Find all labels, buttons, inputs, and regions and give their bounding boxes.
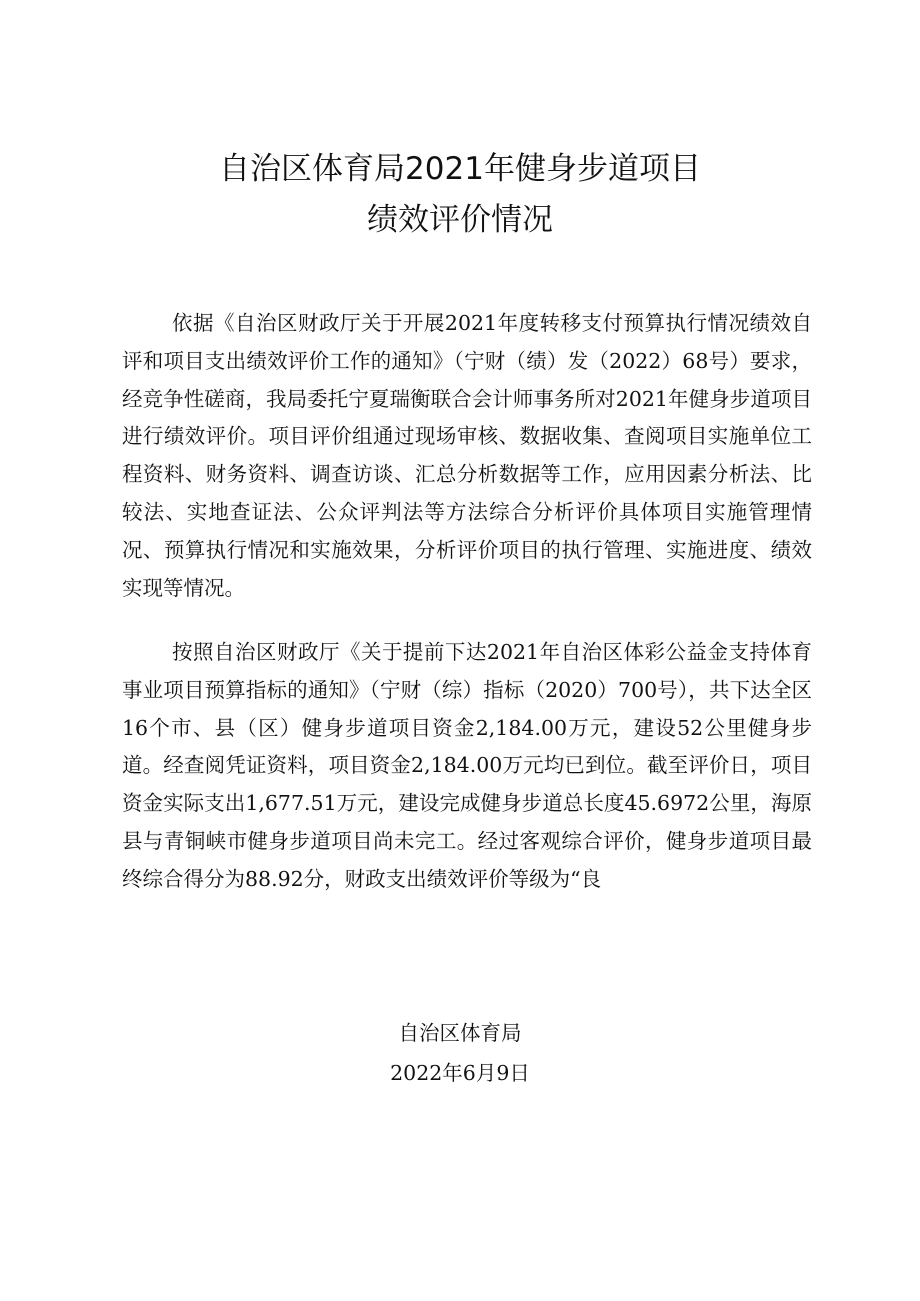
signature-date: 2022年6月9日 <box>390 1061 530 1085</box>
document-title-line-2: 绩效评价情况 <box>367 202 553 238</box>
body-paragraph-2: 按照自治区财政厅《关于提前下达2021年自治区体彩公益金支持体育事业项目预算指标的通知》（宁财（综）指标（2020）700号），共下达全区16个市、县（区）健身步道项目资金2,184.00万元，建设52公里健身步道。经查阅凭证资料，项目资金2,184.00万元均已到位。截至评价日，项目资金实际支出1,677.51万元，建设完成健身步道总长度45.6972公里，海原县与青铜峡市健身步道项目尚未完工。经过客观综合评价，健身步道项目最终综合得分为88.92分，财政支出绩效评价等级为“良 <box>122 640 812 891</box>
body-paragraph-1: 依据《自治区财政厅关于开展2021年度转移支付预算执行情况绩效自评和项目支出绩效评价工作的通知》（宁财（绩）发（2022）68号）要求，经竞争性磋商，我局委托宁夏瑞衡联合会计师事务所对2021年健身步道项目进行绩效评价。项目评价组通过现场审核、数据收集、查阅项目实施单位工程资料、财务资料、调查访谈、汇总分析数据等工作，应用因素分析法、比较法、实地查证法、公众评判法等方法综合分析评价具体项目实施管理情况、预算执行情况和实施效果，分析评价项目的执行管理、实施进度、绩效实现等情况。 <box>122 311 812 600</box>
document-title-line-1: 自治区体育局2021年健身步道项目 <box>219 151 701 187</box>
signature-organization: 自治区体育局 <box>398 1021 522 1045</box>
